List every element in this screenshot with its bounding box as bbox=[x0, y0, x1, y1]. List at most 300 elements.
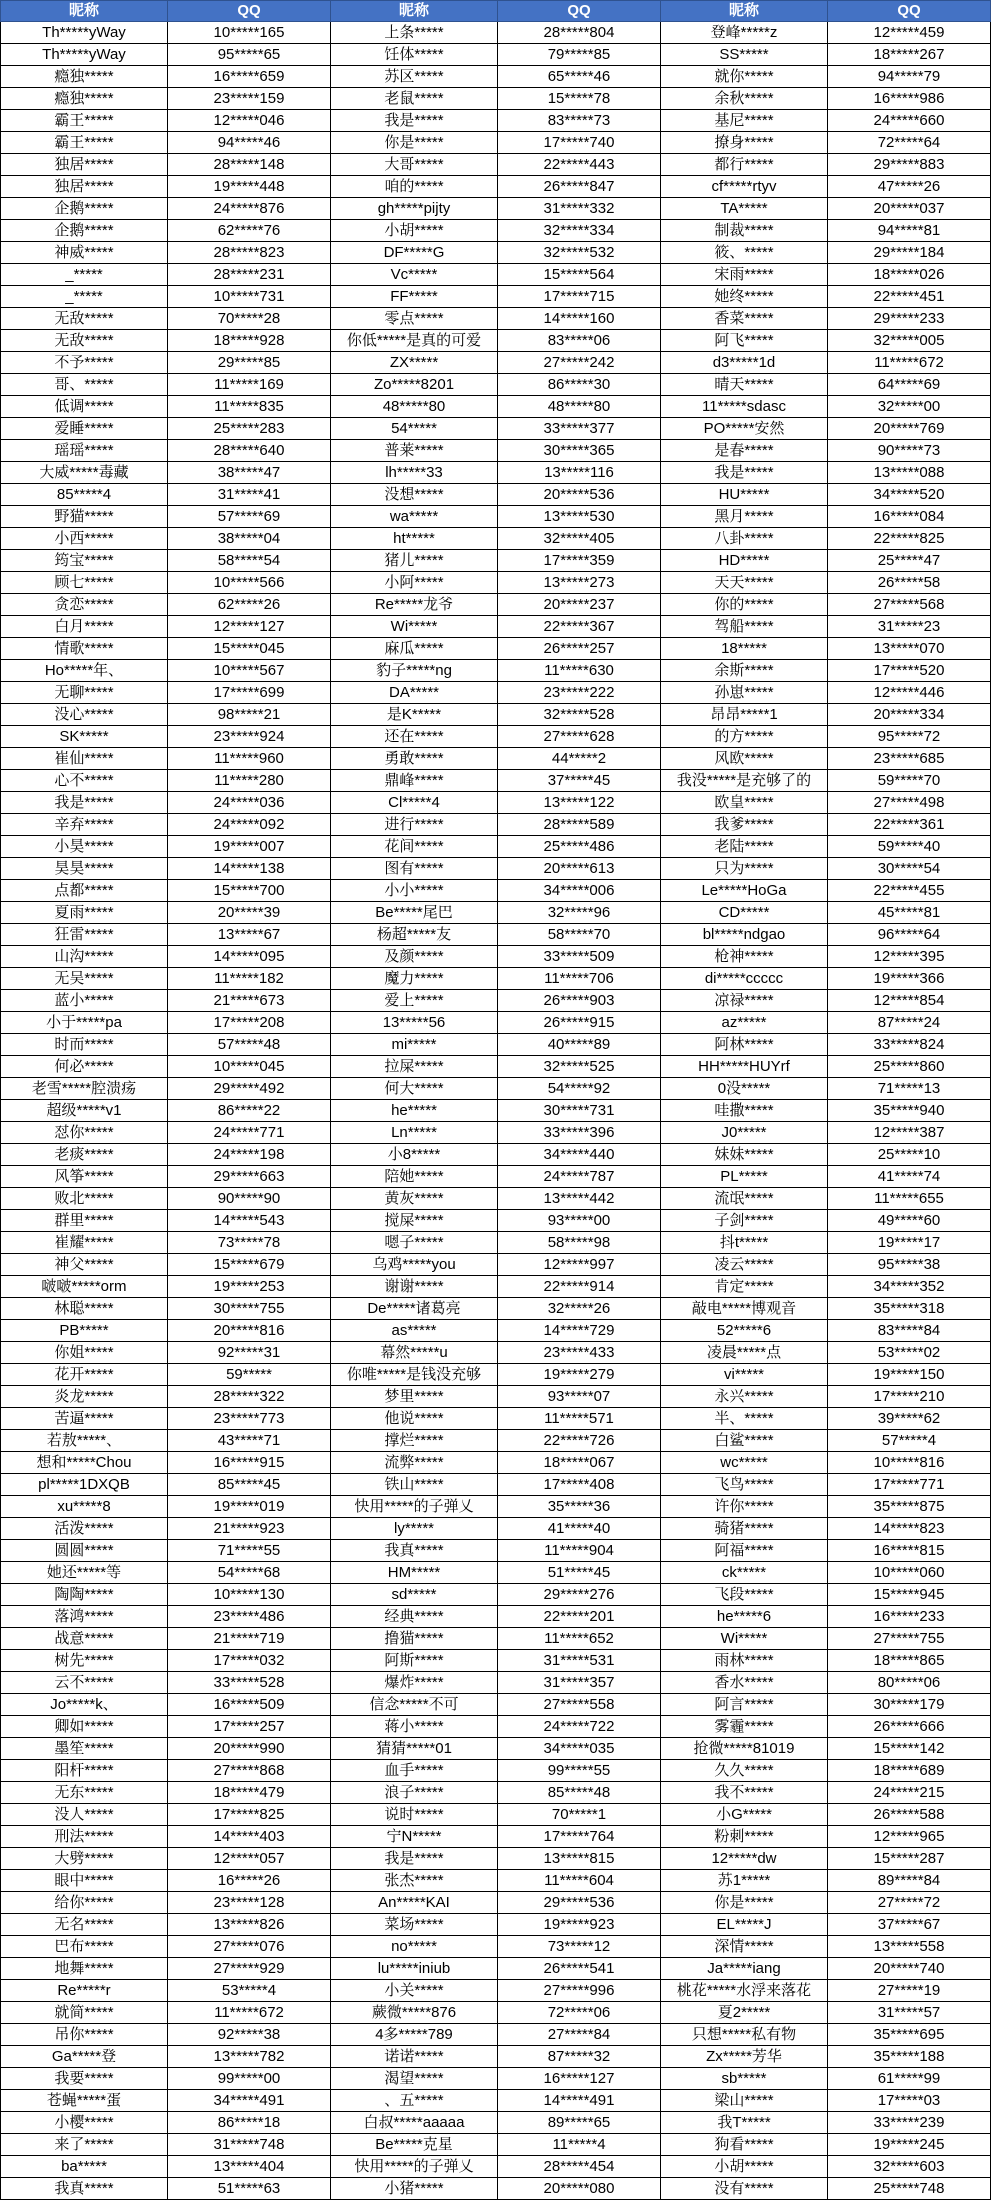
nickname-cell: Th*****yWay bbox=[1, 44, 168, 66]
nickname-cell: 妹妹***** bbox=[661, 1144, 828, 1166]
qq-cell: 34*****006 bbox=[498, 880, 661, 902]
nickname-cell: 崔耀***** bbox=[1, 1232, 168, 1254]
qq-cell: 10*****816 bbox=[828, 1452, 991, 1474]
qq-cell: 30*****731 bbox=[498, 1100, 661, 1122]
nickname-cell: 刑法***** bbox=[1, 1826, 168, 1848]
table-row bbox=[1, 1056, 991, 1078]
nickname-cell: 渴望***** bbox=[331, 2068, 498, 2090]
nickname-cell: 我是***** bbox=[661, 462, 828, 484]
nickname-cell: 阳杆***** bbox=[1, 1760, 168, 1782]
table-row bbox=[1, 1210, 991, 1232]
qq-cell: 16*****26 bbox=[168, 1870, 331, 1892]
qq-cell: 11*****630 bbox=[498, 660, 661, 682]
qq-cell: 23*****773 bbox=[168, 1408, 331, 1430]
qq-cell: 28*****589 bbox=[498, 814, 661, 836]
qq-cell: 10*****165 bbox=[168, 22, 331, 44]
table-row bbox=[1, 484, 991, 506]
qq-cell: 19*****019 bbox=[168, 1496, 331, 1518]
qq-cell: 35*****875 bbox=[828, 1496, 991, 1518]
qq-cell: 10*****060 bbox=[828, 1562, 991, 1584]
nickname-cell: 飞鸟***** bbox=[661, 1474, 828, 1496]
qq-cell: 22*****367 bbox=[498, 616, 661, 638]
qq-cell: 59***** bbox=[168, 1364, 331, 1386]
qq-cell: 87*****32 bbox=[498, 2046, 661, 2068]
nickname-cell: 没想***** bbox=[331, 484, 498, 506]
qq-cell: 26*****541 bbox=[498, 1958, 661, 1980]
nickname-cell: 凌云***** bbox=[661, 1254, 828, 1276]
qq-cell: 27*****868 bbox=[168, 1760, 331, 1782]
nickname-cell: 辛弃***** bbox=[1, 814, 168, 836]
table-row bbox=[1, 1936, 991, 1958]
qq-cell: 43*****71 bbox=[168, 1430, 331, 1452]
table-row bbox=[1, 154, 991, 176]
nickname-cell: 浪子***** bbox=[331, 1782, 498, 1804]
qq-cell: 27*****929 bbox=[168, 1958, 331, 1980]
qq-cell: 16*****915 bbox=[168, 1452, 331, 1474]
qq-cell: 83*****06 bbox=[498, 330, 661, 352]
qq-cell: 73*****12 bbox=[498, 1936, 661, 1958]
nickname-cell: 骑猪***** bbox=[661, 1518, 828, 1540]
qq-cell: 13*****558 bbox=[828, 1936, 991, 1958]
qq-cell: 24*****771 bbox=[168, 1122, 331, 1144]
table-row bbox=[1, 638, 991, 660]
nickname-cell: 进行***** bbox=[331, 814, 498, 836]
qq-cell: 17*****764 bbox=[498, 1826, 661, 1848]
table-row bbox=[1, 374, 991, 396]
nickname-cell: 独居***** bbox=[1, 176, 168, 198]
nickname-cell: 晴天***** bbox=[661, 374, 828, 396]
nickname-cell: 无名***** bbox=[1, 1914, 168, 1936]
qq-cell: 59*****40 bbox=[828, 836, 991, 858]
nickname-cell: 花开***** bbox=[1, 1364, 168, 1386]
qq-cell: 24*****787 bbox=[498, 1166, 661, 1188]
qq-cell: 16*****127 bbox=[498, 2068, 661, 2090]
qq-cell: 86*****22 bbox=[168, 1100, 331, 1122]
nickname-cell: 爆炸***** bbox=[331, 1672, 498, 1694]
table-row bbox=[1, 1364, 991, 1386]
qq-cell: 27*****242 bbox=[498, 352, 661, 374]
nickname-cell: 搅屎***** bbox=[331, 1210, 498, 1232]
qq-cell: 28*****231 bbox=[168, 264, 331, 286]
table-row bbox=[1, 1254, 991, 1276]
table-row bbox=[1, 1892, 991, 1914]
nickname-cell: Ga*****登 bbox=[1, 2046, 168, 2068]
qq-cell: 21*****719 bbox=[168, 1628, 331, 1650]
nickname-cell: 豹子*****ng bbox=[331, 660, 498, 682]
nickname-cell: 及颜***** bbox=[331, 946, 498, 968]
qq-cell: 28*****823 bbox=[168, 242, 331, 264]
nickname-cell: EL*****J bbox=[661, 1914, 828, 1936]
qq-cell: 17*****715 bbox=[498, 286, 661, 308]
qq-cell: 25*****47 bbox=[828, 550, 991, 572]
nickname-cell: 崔仙***** bbox=[1, 748, 168, 770]
nickname-cell: 低调***** bbox=[1, 396, 168, 418]
table-row bbox=[1, 2112, 991, 2134]
qq-cell: 18*****267 bbox=[828, 44, 991, 66]
nickname-cell: 基尼***** bbox=[661, 110, 828, 132]
nickname-cell: 48*****80 bbox=[331, 396, 498, 418]
qq-cell: 49*****60 bbox=[828, 1210, 991, 1232]
qq-cell: 19*****279 bbox=[498, 1364, 661, 1386]
nickname-cell: 普莱***** bbox=[331, 440, 498, 462]
qq-cell: 15*****287 bbox=[828, 1848, 991, 1870]
qq-cell: 23*****159 bbox=[168, 88, 331, 110]
qq-cell: 48*****80 bbox=[498, 396, 661, 418]
table-row bbox=[1, 1474, 991, 1496]
nickname-cell: Be*****尾巴 bbox=[331, 902, 498, 924]
qq-cell: 89*****84 bbox=[828, 1870, 991, 1892]
qq-cell: 14*****403 bbox=[168, 1826, 331, 1848]
table-row bbox=[1, 242, 991, 264]
nickname-cell: 神威***** bbox=[1, 242, 168, 264]
qq-cell: 51*****45 bbox=[498, 1562, 661, 1584]
qq-cell: 23*****222 bbox=[498, 682, 661, 704]
nickname-cell: 无敌***** bbox=[1, 308, 168, 330]
nickname-cell: 半、***** bbox=[661, 1408, 828, 1430]
qq-cell: 38*****04 bbox=[168, 528, 331, 550]
nickname-cell: 撸猫***** bbox=[331, 1628, 498, 1650]
qq-cell: 95*****38 bbox=[828, 1254, 991, 1276]
nickname-cell: 幕然*****u bbox=[331, 1342, 498, 1364]
qq-cell: 18*****865 bbox=[828, 1650, 991, 1672]
qq-cell: 53*****02 bbox=[828, 1342, 991, 1364]
nickname-cell: 鼎峰***** bbox=[331, 770, 498, 792]
nickname-cell: 独居***** bbox=[1, 154, 168, 176]
qq-cell: 32*****005 bbox=[828, 330, 991, 352]
qq-cell: 13*****088 bbox=[828, 462, 991, 484]
nickname-cell: 只想*****私有物 bbox=[661, 2024, 828, 2046]
qq-cell: 72*****64 bbox=[828, 132, 991, 154]
table-row bbox=[1, 1606, 991, 1628]
qq-cell: 23*****128 bbox=[168, 1892, 331, 1914]
table-row bbox=[1, 220, 991, 242]
nickname-cell: 时而***** bbox=[1, 1034, 168, 1056]
nickname-cell: 无敌***** bbox=[1, 330, 168, 352]
nickname-cell: az***** bbox=[661, 1012, 828, 1034]
qq-cell: 17*****520 bbox=[828, 660, 991, 682]
nickname-cell: 昂昂*****1 bbox=[661, 704, 828, 726]
nickname-cell: 筠宝***** bbox=[1, 550, 168, 572]
table-row bbox=[1, 2090, 991, 2112]
nickname-cell: CD***** bbox=[661, 902, 828, 924]
nickname-cell: 花间***** bbox=[331, 836, 498, 858]
qq-cell: 28*****148 bbox=[168, 154, 331, 176]
qq-cell: 11*****960 bbox=[168, 748, 331, 770]
table-row bbox=[1, 1826, 991, 1848]
table-row bbox=[1, 1012, 991, 1034]
table-row bbox=[1, 110, 991, 132]
table-row bbox=[1, 352, 991, 374]
qq-cell: 21*****673 bbox=[168, 990, 331, 1012]
qq-cell: 19*****245 bbox=[828, 2134, 991, 2156]
nickname-cell: 猜猜*****01 bbox=[331, 1738, 498, 1760]
nickname-cell: 许你***** bbox=[661, 1496, 828, 1518]
nickname-cell: 图有***** bbox=[331, 858, 498, 880]
nickname-cell: 他说***** bbox=[331, 1408, 498, 1430]
nickname-cell: 顾七***** bbox=[1, 572, 168, 594]
nickname-cell: 你唯*****是钱没充够 bbox=[331, 1364, 498, 1386]
qq-cell: 53*****4 bbox=[168, 1980, 331, 2002]
qq-cell: 11*****604 bbox=[498, 1870, 661, 1892]
qq-cell: 18*****479 bbox=[168, 1782, 331, 1804]
qq-cell: 33*****239 bbox=[828, 2112, 991, 2134]
nickname-cell: 小猪***** bbox=[331, 2178, 498, 2200]
qq-cell: 20*****816 bbox=[168, 1320, 331, 1342]
qq-cell: 11*****571 bbox=[498, 1408, 661, 1430]
qq-cell: 17*****825 bbox=[168, 1804, 331, 1826]
qq-cell: 27*****568 bbox=[828, 594, 991, 616]
nickname-cell: 永兴***** bbox=[661, 1386, 828, 1408]
qq-cell: 19*****923 bbox=[498, 1914, 661, 1936]
nickname-cell: 54***** bbox=[331, 418, 498, 440]
nickname-cell: 霸王***** bbox=[1, 132, 168, 154]
qq-cell: 31*****357 bbox=[498, 1672, 661, 1694]
nickname-cell: 苏区***** bbox=[331, 66, 498, 88]
nickname-cell: An*****KAI bbox=[331, 1892, 498, 1914]
qq-cell: 25*****10 bbox=[828, 1144, 991, 1166]
nickname-cell: 久久***** bbox=[661, 1760, 828, 1782]
table-row bbox=[1, 1100, 991, 1122]
table-row bbox=[1, 1408, 991, 1430]
table-row bbox=[1, 946, 991, 968]
qq-cell: 41*****40 bbox=[498, 1518, 661, 1540]
nickname-cell: 大劈***** bbox=[1, 1848, 168, 1870]
nickname-cell: 香菜***** bbox=[661, 308, 828, 330]
nickname-cell: 雨林***** bbox=[661, 1650, 828, 1672]
qq-cell: 11*****280 bbox=[168, 770, 331, 792]
qq-cell: 29*****184 bbox=[828, 242, 991, 264]
qq-cell: 27*****19 bbox=[828, 1980, 991, 2002]
nickname-cell: 若敖*****、 bbox=[1, 1430, 168, 1452]
nickname-cell: 梦里***** bbox=[331, 1386, 498, 1408]
nickname-cell: 战意***** bbox=[1, 1628, 168, 1650]
table-row bbox=[1, 1232, 991, 1254]
nickname-cell: 的方***** bbox=[661, 726, 828, 748]
table-row bbox=[1, 858, 991, 880]
nickname-cell: 小小***** bbox=[331, 880, 498, 902]
qq-cell: 89*****65 bbox=[498, 2112, 661, 2134]
nickname-cell: 瘾独***** bbox=[1, 66, 168, 88]
qq-cell: 15*****945 bbox=[828, 1584, 991, 1606]
nickname-cell: 小关***** bbox=[331, 1980, 498, 2002]
table-row bbox=[1, 616, 991, 638]
table-row bbox=[1, 1958, 991, 1980]
qq-cell: 32*****26 bbox=[498, 1298, 661, 1320]
nickname-cell: 无东***** bbox=[1, 1782, 168, 1804]
table-row bbox=[1, 1870, 991, 1892]
qq-cell: 62*****76 bbox=[168, 220, 331, 242]
qq-cell: 79*****85 bbox=[498, 44, 661, 66]
qq-cell: 20*****334 bbox=[828, 704, 991, 726]
qq-cell: 83*****84 bbox=[828, 1320, 991, 1342]
qq-cell: 16*****815 bbox=[828, 1540, 991, 1562]
nickname-cell: 85*****4 bbox=[1, 484, 168, 506]
nickname-cell: 登峰*****z bbox=[661, 22, 828, 44]
nickname-cell: Cl*****4 bbox=[331, 792, 498, 814]
table-row bbox=[1, 814, 991, 836]
nickname-cell: 怼你***** bbox=[1, 1122, 168, 1144]
nickname-cell: lh*****33 bbox=[331, 462, 498, 484]
nickname-cell: TA***** bbox=[661, 198, 828, 220]
qq-cell: 54*****92 bbox=[498, 1078, 661, 1100]
nickname-cell: Zo*****8201 bbox=[331, 374, 498, 396]
qq-cell: 99*****00 bbox=[168, 2068, 331, 2090]
nickname-cell: 夏雨***** bbox=[1, 902, 168, 924]
nickname-cell: xu*****8 bbox=[1, 1496, 168, 1518]
qq-cell: 33*****528 bbox=[168, 1672, 331, 1694]
qq-cell: 70*****1 bbox=[498, 1804, 661, 1826]
qq-cell: 94*****81 bbox=[828, 220, 991, 242]
nickname-cell: 夏2***** bbox=[661, 2002, 828, 2024]
qq-cell: 12*****965 bbox=[828, 1826, 991, 1848]
qq-cell: 25*****283 bbox=[168, 418, 331, 440]
nickname-cell: 蒋小***** bbox=[331, 1716, 498, 1738]
table-row bbox=[1, 1144, 991, 1166]
qq-cell: 73*****78 bbox=[168, 1232, 331, 1254]
qq-cell: 39*****62 bbox=[828, 1408, 991, 1430]
qq-cell: 20*****237 bbox=[498, 594, 661, 616]
nickname-cell: 52*****6 bbox=[661, 1320, 828, 1342]
nickname-cell: 铁山***** bbox=[331, 1474, 498, 1496]
table-row bbox=[1, 1782, 991, 1804]
table-row bbox=[1, 2134, 991, 2156]
qq-cell: 29*****663 bbox=[168, 1166, 331, 1188]
qq-cell: 10*****130 bbox=[168, 1584, 331, 1606]
nickname-cell: 小樱***** bbox=[1, 2112, 168, 2134]
nickname-cell: 孙崽***** bbox=[661, 682, 828, 704]
nickname-cell: Le*****HoGa bbox=[661, 880, 828, 902]
qq-cell: 27*****076 bbox=[168, 1936, 331, 1958]
nickname-cell: 苍蝇*****蛋 bbox=[1, 2090, 168, 2112]
nickname-cell: 余秋***** bbox=[661, 88, 828, 110]
qq-cell: 17*****208 bbox=[168, 1012, 331, 1034]
qq-cell: 26*****257 bbox=[498, 638, 661, 660]
qq-cell: 32*****603 bbox=[828, 2156, 991, 2178]
nickname-cell: 树先***** bbox=[1, 1650, 168, 1672]
nickname-cell: 就简***** bbox=[1, 2002, 168, 2024]
nickname-cell: Jo*****k、 bbox=[1, 1694, 168, 1716]
qq-cell: 33*****396 bbox=[498, 1122, 661, 1144]
qq-cell: 58*****98 bbox=[498, 1232, 661, 1254]
nickname-cell: 野猫***** bbox=[1, 506, 168, 528]
qq-cell: 12*****854 bbox=[828, 990, 991, 1012]
nickname-cell: 老鼠***** bbox=[331, 88, 498, 110]
nickname-cell: 败北***** bbox=[1, 1188, 168, 1210]
qq-cell: 24*****198 bbox=[168, 1144, 331, 1166]
qq-cell: 71*****13 bbox=[828, 1078, 991, 1100]
nickname-cell: Be*****克星 bbox=[331, 2134, 498, 2156]
qq-cell: 70*****28 bbox=[168, 308, 331, 330]
qq-cell: 20*****740 bbox=[828, 1958, 991, 1980]
qq-cell: 38*****47 bbox=[168, 462, 331, 484]
qq-cell: 31*****57 bbox=[828, 2002, 991, 2024]
nickname-cell: 吊你***** bbox=[1, 2024, 168, 2046]
nickname-cell: 诺诺***** bbox=[331, 2046, 498, 2068]
nickname-cell: 我爹***** bbox=[661, 814, 828, 836]
qq-cell: 29*****492 bbox=[168, 1078, 331, 1100]
qq-cell: 20*****080 bbox=[498, 2178, 661, 2200]
qq-cell: 24*****722 bbox=[498, 1716, 661, 1738]
qq-cell: 23*****924 bbox=[168, 726, 331, 748]
qq-cell: 31*****23 bbox=[828, 616, 991, 638]
nickname-cell: no***** bbox=[331, 1936, 498, 1958]
qq-cell: 29*****883 bbox=[828, 154, 991, 176]
qq-cell: 57*****48 bbox=[168, 1034, 331, 1056]
table-row bbox=[1, 2178, 991, 2200]
nickname-cell: 血手***** bbox=[331, 1760, 498, 1782]
nickname-cell: di*****ccccc bbox=[661, 968, 828, 990]
qq-cell: 10*****566 bbox=[168, 572, 331, 594]
qq-cell: 13*****116 bbox=[498, 462, 661, 484]
nickname-cell: 就你***** bbox=[661, 66, 828, 88]
nickname-cell: 爱睡***** bbox=[1, 418, 168, 440]
qq-cell: 35*****36 bbox=[498, 1496, 661, 1518]
qq-cell: 32*****334 bbox=[498, 220, 661, 242]
qq-cell: 26*****847 bbox=[498, 176, 661, 198]
table-row bbox=[1, 1430, 991, 1452]
qq-cell: 35*****318 bbox=[828, 1298, 991, 1320]
nickname-cell: 我真***** bbox=[1, 2178, 168, 2200]
qq-cell: 34*****035 bbox=[498, 1738, 661, 1760]
nickname-cell: 0没***** bbox=[661, 1078, 828, 1100]
qq-cell: 26*****666 bbox=[828, 1716, 991, 1738]
qq-cell: 58*****54 bbox=[168, 550, 331, 572]
nickname-cell: 不予***** bbox=[1, 352, 168, 374]
nickname-cell: 想和*****Chou bbox=[1, 1452, 168, 1474]
nickname-cell: 黄灰***** bbox=[331, 1188, 498, 1210]
nickname-cell: 何大***** bbox=[331, 1078, 498, 1100]
table-row bbox=[1, 682, 991, 704]
qq-cell: 94*****46 bbox=[168, 132, 331, 154]
qq-cell: 32*****00 bbox=[828, 396, 991, 418]
qq-cell: 24*****215 bbox=[828, 1782, 991, 1804]
nickname-cell: 没有***** bbox=[661, 2178, 828, 2200]
qq-cell: 34*****491 bbox=[168, 2090, 331, 2112]
qq-cell: 64*****69 bbox=[828, 374, 991, 396]
qq-cell: 15*****700 bbox=[168, 880, 331, 902]
nickname-cell: 枪神***** bbox=[661, 946, 828, 968]
nickname-cell: DF*****G bbox=[331, 242, 498, 264]
nickname-cell: De*****诸葛亮 bbox=[331, 1298, 498, 1320]
nickname-cell: 小胡***** bbox=[331, 220, 498, 242]
table-row bbox=[1, 550, 991, 572]
nickname-cell: 啵啵*****orm bbox=[1, 1276, 168, 1298]
nickname-cell: 猪儿***** bbox=[331, 550, 498, 572]
qq-cell: 20*****769 bbox=[828, 418, 991, 440]
nickname-cell: 蕨微*****876 bbox=[331, 2002, 498, 2024]
qq-cell: 16*****084 bbox=[828, 506, 991, 528]
nickname-cell: PB***** bbox=[1, 1320, 168, 1342]
qq-cell: 65*****46 bbox=[498, 66, 661, 88]
qq-cell: 19*****448 bbox=[168, 176, 331, 198]
qq-cell: 93*****00 bbox=[498, 1210, 661, 1232]
qq-cell: 29*****233 bbox=[828, 308, 991, 330]
nickname-cell: 我是***** bbox=[331, 1848, 498, 1870]
table-row bbox=[1, 1738, 991, 1760]
nickname-cell: 我要***** bbox=[1, 2068, 168, 2090]
qq-cell: 16*****659 bbox=[168, 66, 331, 88]
qq-cell: 14*****491 bbox=[498, 2090, 661, 2112]
qq-cell: 95*****72 bbox=[828, 726, 991, 748]
qq-cell: 45*****81 bbox=[828, 902, 991, 924]
qq-cell: 32*****532 bbox=[498, 242, 661, 264]
nickname-cell: Wi***** bbox=[331, 616, 498, 638]
qq-cell: 90*****73 bbox=[828, 440, 991, 462]
table-row bbox=[1, 572, 991, 594]
qq-cell: 99*****55 bbox=[498, 1760, 661, 1782]
table-row bbox=[1, 132, 991, 154]
qq-cell: 14*****823 bbox=[828, 1518, 991, 1540]
